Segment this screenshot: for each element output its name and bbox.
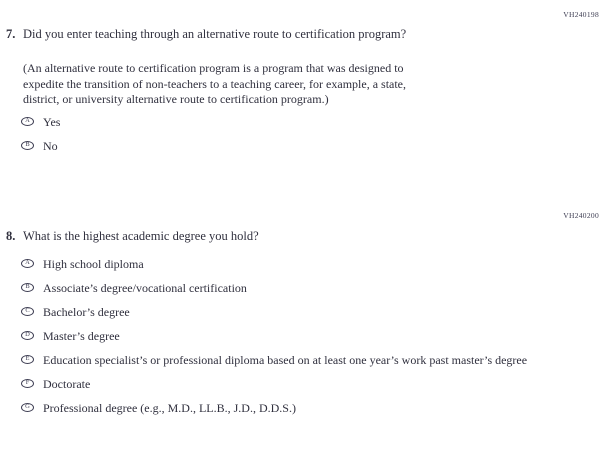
answer-option-label: Associate’s degree/vocational certification — [43, 281, 247, 295]
answer-option-label: Professional degree (e.g., M.D., LL.B., J.D., D.D.S.) — [43, 401, 296, 415]
note-line: (An alternative route to certification program is a program that was designed to — [23, 61, 404, 75]
answer-bubble-g-icon[interactable]: G — [21, 403, 34, 412]
question-8 — [6, 229, 259, 244]
question-8-accession-code: VH240200 — [563, 211, 599, 220]
answer-bubble-a-icon[interactable]: A — [21, 117, 34, 126]
answer-option-label: Bachelor’s degree — [43, 305, 130, 319]
note-line: expedite the transition of non-teachers to a teaching career, for example, a state, — [23, 76, 407, 91]
answer-option-label: Education specialist’s or professional diploma based on at least one year’s work past master’s degree — [43, 353, 528, 367]
answer-option-masters-degree[interactable] — [21, 329, 527, 343]
answer-option-label: Doctorate — [43, 377, 91, 391]
answer-option-label: High school diploma — [43, 257, 144, 271]
answer-option-yes[interactable] — [21, 115, 60, 129]
question-7-note — [23, 61, 406, 108]
answer-option-no[interactable] — [21, 139, 60, 153]
answer-bubble-d-icon[interactable]: D — [21, 331, 34, 340]
answer-option-label: Yes — [43, 115, 61, 129]
answer-option-bachelors-degree[interactable] — [21, 305, 527, 319]
question-7-text: Did you enter teaching through an alternative route to certification program? — [23, 27, 407, 41]
answer-bubble-e-icon[interactable]: E — [21, 355, 34, 364]
question-7-number: 7. — [6, 27, 16, 41]
answer-bubble-c-icon[interactable]: C — [21, 307, 34, 316]
answer-bubble-f-icon[interactable]: F — [21, 379, 34, 388]
answer-bubble-a-icon[interactable]: A — [21, 259, 34, 268]
answer-bubble-b-icon[interactable]: B — [21, 141, 34, 150]
note-line: district, or university alternative route to certification program.) — [23, 92, 329, 106]
answer-option-high-school-diploma[interactable] — [21, 257, 527, 271]
answer-bubble-b-icon[interactable]: B — [21, 283, 34, 292]
answer-option-doctorate[interactable] — [21, 377, 527, 391]
answer-option-professional-degree[interactable] — [21, 401, 527, 415]
answer-option-label: No — [43, 139, 58, 153]
question-7 — [6, 27, 406, 42]
question-7-accession-code: VH240198 — [563, 10, 599, 19]
answer-option-label: Master’s degree — [43, 329, 120, 343]
answer-option-education-specialist[interactable] — [21, 353, 527, 367]
question-8-text: What is the highest academic degree you hold? — [23, 229, 259, 243]
answer-option-associates-degree[interactable] — [21, 281, 527, 295]
question-8-options — [21, 257, 527, 425]
question-7-options — [21, 115, 60, 163]
question-8-number: 8. — [6, 229, 16, 243]
